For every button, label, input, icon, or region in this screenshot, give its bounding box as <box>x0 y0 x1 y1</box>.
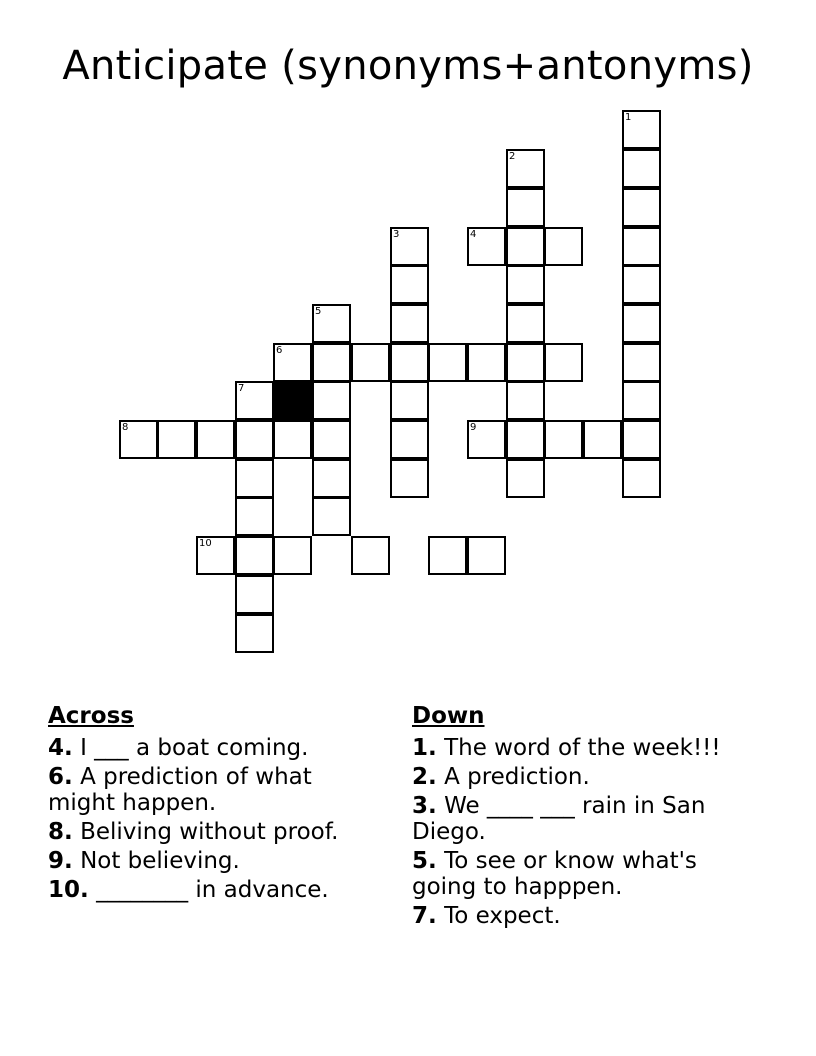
grid-cell[interactable] <box>235 381 274 420</box>
grid-cell[interactable] <box>544 343 583 382</box>
clue-number: 4. <box>48 735 73 761</box>
grid-cell[interactable] <box>622 459 661 498</box>
grid-cell[interactable] <box>428 536 467 575</box>
grid-cell[interactable] <box>506 149 545 188</box>
grid-cell[interactable] <box>119 420 158 459</box>
clue-number: 8. <box>48 819 73 845</box>
grid-cell[interactable] <box>428 343 467 382</box>
cell-number: 2 <box>509 151 516 162</box>
clue-text: A prediction of what might happen. <box>48 764 312 816</box>
grid-cell[interactable] <box>622 381 661 420</box>
cell-number: 4 <box>470 229 477 240</box>
grid-cell[interactable] <box>506 227 545 266</box>
clue-down-1 <box>412 735 762 761</box>
clue-text: To expect. <box>444 903 561 929</box>
grid-cell[interactable] <box>622 149 661 188</box>
clue-down-2 <box>412 764 762 790</box>
grid-cell[interactable] <box>506 265 545 304</box>
clue-number: 10. <box>48 877 89 903</box>
grid-cell[interactable] <box>273 420 312 459</box>
grid-cell[interactable] <box>506 459 545 498</box>
grid-cell[interactable] <box>390 304 429 343</box>
clue-across-9 <box>48 848 378 874</box>
grid-cell[interactable] <box>506 343 545 382</box>
grid-cell[interactable] <box>273 343 312 382</box>
clue-number: 7. <box>412 903 437 929</box>
grid-cell[interactable] <box>544 420 583 459</box>
clue-number: 1. <box>412 735 437 761</box>
grid-cell[interactable] <box>235 420 274 459</box>
grid-cell[interactable] <box>312 304 351 343</box>
grid-cell[interactable] <box>312 381 351 420</box>
across-clues <box>48 701 378 906</box>
cell-number: 9 <box>470 422 477 433</box>
grid-cell[interactable] <box>235 536 274 575</box>
grid-cell[interactable] <box>622 227 661 266</box>
cell-number: 7 <box>238 383 245 394</box>
grid-cell[interactable] <box>467 343 506 382</box>
cell-number: 6 <box>276 345 283 356</box>
grid-cell[interactable] <box>506 381 545 420</box>
grid-cell[interactable] <box>506 420 545 459</box>
cell-number: 3 <box>393 229 400 240</box>
grid-cell[interactable] <box>390 265 429 304</box>
grid-cell[interactable] <box>622 343 661 382</box>
clue-text: I ___ a boat coming. <box>80 735 309 761</box>
grid-cell[interactable] <box>351 536 390 575</box>
grid-cell[interactable] <box>390 381 429 420</box>
clue-across-10 <box>48 877 378 903</box>
grid-cell[interactable] <box>583 420 622 459</box>
grid-cell[interactable] <box>235 614 274 653</box>
grid-cell[interactable] <box>312 343 351 382</box>
grid-cell[interactable] <box>622 188 661 227</box>
grid-cell[interactable] <box>506 188 545 227</box>
grid-cell[interactable] <box>544 227 583 266</box>
grid-cell[interactable] <box>622 304 661 343</box>
grid-cell[interactable] <box>622 265 661 304</box>
grid-cell[interactable] <box>157 420 196 459</box>
clue-number: 5. <box>412 848 437 874</box>
grid-cell[interactable] <box>390 459 429 498</box>
grid-cell[interactable] <box>235 575 274 614</box>
clue-down-5 <box>412 848 762 900</box>
down-clues <box>412 701 762 932</box>
across-heading: Across <box>48 703 134 729</box>
grid-cell[interactable] <box>467 420 506 459</box>
grid-cell[interactable] <box>196 420 235 459</box>
cell-number: 1 <box>625 112 632 123</box>
clue-text: A prediction. <box>444 764 590 790</box>
cell-number: 10 <box>199 538 212 549</box>
clue-text: ________ in advance. <box>96 877 329 903</box>
black-square <box>273 381 312 420</box>
grid-cell[interactable] <box>312 459 351 498</box>
puzzle-title: Anticipate (synonyms+antonyms) <box>62 43 754 89</box>
clue-across-8 <box>48 819 378 845</box>
grid-cell[interactable] <box>196 536 235 575</box>
clue-number: 6. <box>48 764 73 790</box>
grid-cell[interactable] <box>622 420 661 459</box>
clue-down-7 <box>412 903 762 929</box>
clue-number: 9. <box>48 848 73 874</box>
grid-cell[interactable] <box>390 343 429 382</box>
clue-number: 3. <box>412 793 437 819</box>
clue-text: Beliving without proof. <box>80 819 339 845</box>
grid-cell[interactable] <box>390 420 429 459</box>
grid-cell[interactable] <box>312 497 351 536</box>
clue-text: Not believing. <box>80 848 240 874</box>
grid-cell[interactable] <box>390 227 429 266</box>
clue-text: The word of the week!!! <box>444 735 721 761</box>
cell-number: 8 <box>122 422 129 433</box>
grid-cell[interactable] <box>467 536 506 575</box>
clue-down-3 <box>412 793 762 845</box>
clue-text: We ____ ___ rain in San Diego. <box>412 793 706 845</box>
clue-across-4 <box>48 735 378 761</box>
grid-cell[interactable] <box>622 110 661 149</box>
grid-cell[interactable] <box>273 536 312 575</box>
cell-number: 5 <box>315 306 322 317</box>
down-heading: Down <box>412 703 485 729</box>
grid-cell[interactable] <box>506 304 545 343</box>
grid-cell[interactable] <box>235 497 274 536</box>
grid-cell[interactable] <box>351 343 390 382</box>
clue-across-6 <box>48 764 378 816</box>
clue-text: To see or know what's going to happpen. <box>412 848 697 900</box>
grid-cell[interactable] <box>467 227 506 266</box>
grid-cell[interactable] <box>235 459 274 498</box>
clue-number: 2. <box>412 764 437 790</box>
grid-cell[interactable] <box>312 420 351 459</box>
